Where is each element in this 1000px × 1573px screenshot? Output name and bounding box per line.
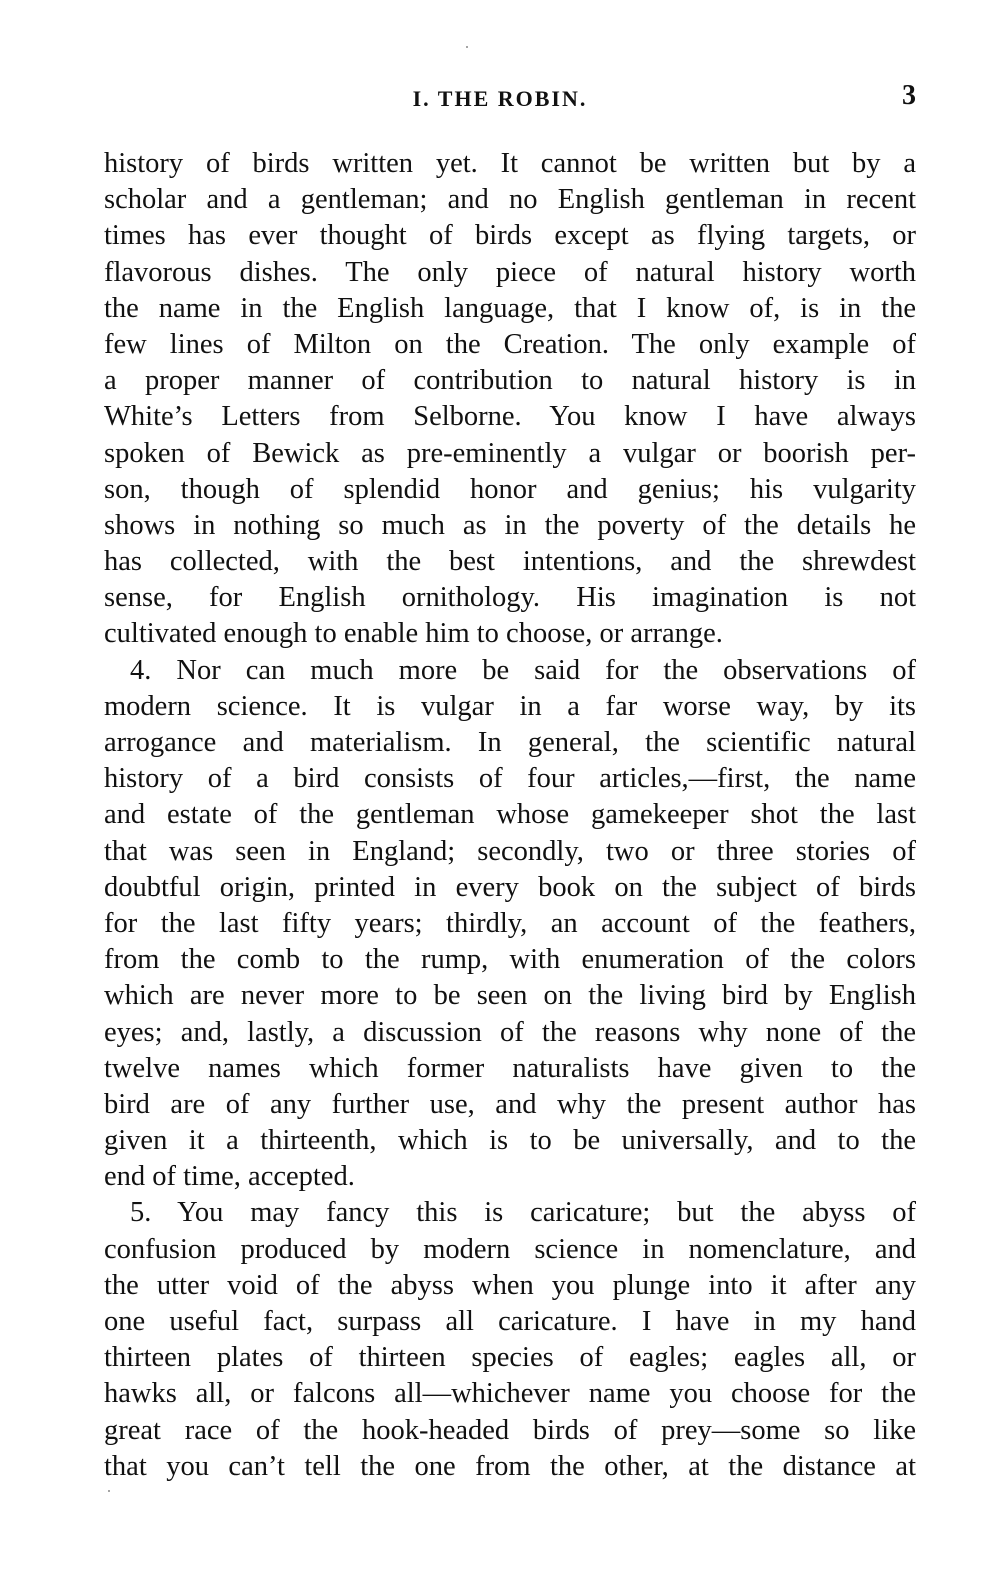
text-line: spoken of Bewick as pre-eminently a vulgar or boorish per- (104, 437, 916, 469)
text-line: arrogance and materialism. In general, the scientific natural (104, 727, 916, 758)
page-number: 3 (902, 80, 916, 111)
text-line: twelve names which former naturalists have given to the (104, 1052, 916, 1084)
text-line: for the last fifty years; thirdly, an account of the feathers, (104, 907, 916, 939)
text-line: thirteen plates of thirteen species of eagles; eagles all, or (104, 1342, 916, 1374)
text-line: 5. You may fancy this is caricature; but the abyss of (130, 1197, 916, 1229)
running-head (0, 80, 1000, 120)
text-line: has collected, with the best intentions, and the shrewdest (104, 546, 916, 578)
print-speck (108, 1490, 110, 1492)
text-line: 4. Nor can much more be said for the observations of (130, 654, 916, 686)
text-line: that you can’t tell the one from the other, at the distance at (104, 1450, 916, 1482)
text-line: a proper manner of contribution to natural history is in (104, 365, 916, 397)
text-line: times has ever thought of birds except as flying targets, or (104, 220, 916, 252)
text-line: cultivated enough to enable him to choose, or arrange. (104, 618, 723, 650)
text-line: modern science. It is vulgar in a far worse way, by its (104, 690, 916, 722)
text-line: that was seen in England; secondly, two or three stories of (104, 835, 916, 867)
text-line: the utter void of the abyss when you plunge into it after any (104, 1269, 916, 1301)
text-line: history of a bird consists of four articles,—first, the name (104, 763, 916, 795)
text-line: which are never more to be seen on the living bird by English (104, 980, 916, 1012)
text-line: the name in the English language, that I know of, is in the (104, 292, 916, 324)
body-text (104, 146, 916, 1485)
text-line: flavorous dishes. The only piece of natural history worth (104, 256, 916, 288)
text-line: son, though of splendid honor and genius; his vulgarity (104, 473, 916, 505)
text-line: one useful fact, surpass all caricature. I have in my hand (104, 1306, 916, 1337)
text-line: bird are of any further use, and why the present author has (104, 1088, 916, 1120)
text-line: scholar and a gentleman; and no English gentleman in recent (104, 184, 916, 216)
running-title: I. THE ROBIN. (412, 86, 588, 111)
text-line: confusion produced by modern science in nomenclature, and (104, 1233, 916, 1265)
print-speck (466, 46, 468, 48)
text-line: sense, for English ornithology. His imagination is not (104, 582, 916, 614)
text-line: doubtful origin, printed in every book on the subject of birds (104, 871, 916, 903)
text-line: end of time, accepted. (104, 1161, 355, 1193)
text-line: great race of the hook-headed birds of prey—some so like (104, 1414, 916, 1446)
text-line: White’s Letters from Selborne. You know I have always (104, 401, 916, 433)
text-line: given it a thirteenth, which is to be universally, and to the (104, 1125, 916, 1157)
text-line: and estate of the gentleman whose gamekeeper shot the last (104, 799, 916, 831)
text-line: eyes; and, lastly, a discussion of the reasons why none of the (104, 1016, 916, 1048)
text-line: shows in nothing so much as in the poverty of the details he (104, 509, 916, 541)
text-line: few lines of Milton on the Creation. The only example of (104, 328, 916, 360)
text-line: history of birds written yet. It cannot be written but by a (104, 148, 916, 179)
text-line: from the comb to the rump, with enumeration of the colors (104, 944, 916, 976)
text-line: hawks all, or falcons all—whichever name you choose for the (104, 1378, 916, 1410)
